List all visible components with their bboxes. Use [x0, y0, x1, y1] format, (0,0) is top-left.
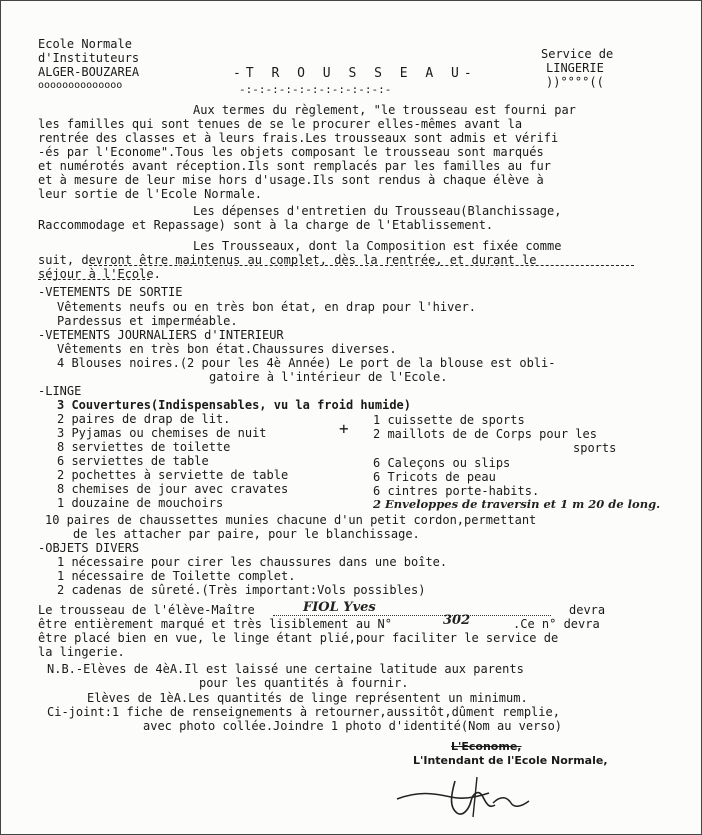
eleve-name: FIOL Yves [303, 600, 376, 615]
linge-item: 8 chemises de jour avec cravates [57, 482, 289, 496]
eleve-number: 302 [443, 613, 471, 628]
linge-item: 2 paires de drap de lit. [57, 412, 231, 426]
section-heading-interieur: -VETEMENTS JOURNALIERS d'INTERIEUR [38, 328, 284, 342]
objets-line: 2 cadenas de sûreté.(Très important:Vols possibles) [57, 583, 426, 597]
signature-title: L'Intendant de l'Ecole Normale, [413, 754, 608, 767]
eleve-line3: être placé bien en vue, le linge étant plié,pour faciliter le service de [38, 631, 559, 645]
handwritten-signature-icon [393, 773, 553, 823]
intro-p1-line: leur sortie de l'Ecole Normale. [38, 187, 262, 201]
linge-item: 2 pochettes à serviette de table [57, 468, 289, 482]
eleve-line2-prefix: être entièrement marqué et très lisiblement au N° [38, 617, 393, 631]
objets-line: 1 nécessaire de Toilette complet. [57, 569, 296, 583]
section-heading-sortie: -VETEMENTS DE SORTIE [38, 285, 183, 299]
intro-p1-line: -és par l'Econome".Tous les objets composant le trousseau sont marqués [38, 145, 544, 159]
note-cijoint: Ci-joint:1 fiche de renseignements à retourner,aussitôt,dûment remplie, [47, 705, 560, 719]
service-line1: Service de [541, 47, 614, 61]
intro-p1-line: les familles qui sont tenues de se le procurer elles-mêmes avant la [38, 117, 523, 131]
intro-p2-line: Raccommodage et Repassage) sont à la charge de l'Etablissement. [38, 218, 494, 232]
document-title: -T R O U S S E A U- [233, 66, 477, 81]
interieur-line: 4 Blouses noires.(2 pour les 4è Année) Le port de la blouse est obli- [57, 356, 556, 370]
struck-title: L'Econome, [451, 740, 522, 753]
eleve-line1-prefix: Le trousseau de l'élève-Maître [38, 603, 255, 617]
linge-item-right: 6 Caleçons ou slips [373, 456, 511, 470]
chaussettes-line: 10 paires de chaussettes munies chacune d'un petit cordon,permettant [45, 513, 537, 527]
linge-item: 6 serviettes de table [57, 454, 209, 468]
linge-item-right: 6 cintres porte-habits. [373, 484, 540, 498]
underline-mark [38, 279, 150, 280]
school-name-decoration: oooooooooooooo [38, 80, 123, 91]
intro-p1-line: et à mesure de leur mise hors d'usage.Ils sont rendus à chaque élève à [38, 173, 544, 187]
intro-p1-line: Aux termes du règlement, "le trousseau est fourni par [193, 103, 576, 117]
linge-item-right: 1 cuissette de sports [373, 413, 525, 427]
underline-mark [89, 265, 634, 266]
service-line2: LINGERIE [546, 61, 604, 75]
school-name-line3: ALGER-BOUZAREA [38, 65, 140, 79]
section-heading-objets: -OBJETS DIVERS [38, 541, 140, 555]
note-cijoint-cont: avec photo collée.Joindre 1 photo d'identité(Nom au verso) [143, 719, 563, 733]
cross-mark: + [339, 419, 349, 438]
linge-item: 3 Couvertures(Indispensables, vu la froid humide) [57, 398, 412, 412]
title-separator: -:-:-:-:-:-:-:-:-:-:-:- [239, 83, 392, 96]
name-dotted-line [273, 615, 551, 616]
linge-item: 8 serviettes de toilette [57, 440, 231, 454]
intro-p3-line: suit, devront être maintenus au complet, dès la rentrée, et durant le [38, 253, 537, 267]
intro-p3-line: Les Trousseaux, dont la Composition est fixée comme [193, 239, 562, 253]
sortie-line: Vêtements neufs ou en très bon état, en drap pour l'hiver. [57, 300, 477, 314]
intro-p1-line: rentrée des classes et à leurs frais.Les trousseaux sont admis et vérifi [38, 131, 559, 145]
eleve-line1-suffix: devra [569, 603, 606, 617]
chaussettes-line: de les attacher par paire, pour le blanchissage. [73, 527, 420, 541]
school-name-line2: d'Instituteurs [38, 51, 140, 65]
note-4eA: N.B.-Elèves de 4èA.Il est laissé une certaine latitude aux parents [47, 662, 524, 676]
interieur-line: gatoire à l'intérieur de l'Ecole. [209, 370, 448, 384]
eleve-line2-suffix: .Ce n° devra [513, 617, 600, 631]
linge-item: 3 Pyjamas ou chemises de nuit [57, 426, 267, 440]
objets-line: 1 nécessaire pour cirer les chaussures dans une boîte. [57, 555, 448, 569]
intro-p1-line: et numérotés avant réception.Ils sont remplacés par les familles au fur [38, 159, 551, 173]
school-name-line1: Ecole Normale [38, 37, 132, 51]
sortie-line: Pardessus et imperméable. [57, 314, 238, 328]
linge-item: 1 douzaine de mouchoirs [57, 496, 224, 510]
eleve-line4: la lingerie. [38, 645, 125, 659]
note-1eA: Elèves de 1èA.Les quantités de linge représentent un minimum. [87, 691, 528, 705]
service-line3: ))°°°°(( [546, 75, 604, 89]
intro-p3-line: séjour à l'Ecole. [38, 267, 161, 281]
note-4eA-cont: pour les quantités à fournir. [199, 676, 409, 690]
linge-item-right: sports [573, 441, 617, 455]
interieur-line: Vêtements en très bon état.Chaussures diverses. [57, 342, 397, 356]
linge-item-right: 6 Tricots de peau [373, 470, 496, 484]
handwritten-item: 2 Enveloppes de traversin et 1 m 20 de long. [373, 497, 661, 511]
intro-p2-line: Les dépenses d'entretien du Trousseau(Blanchissage, [193, 204, 562, 218]
linge-item-right: 2 maillots de de Corps pour les [373, 427, 597, 441]
section-heading-linge: -LINGE [38, 384, 82, 398]
